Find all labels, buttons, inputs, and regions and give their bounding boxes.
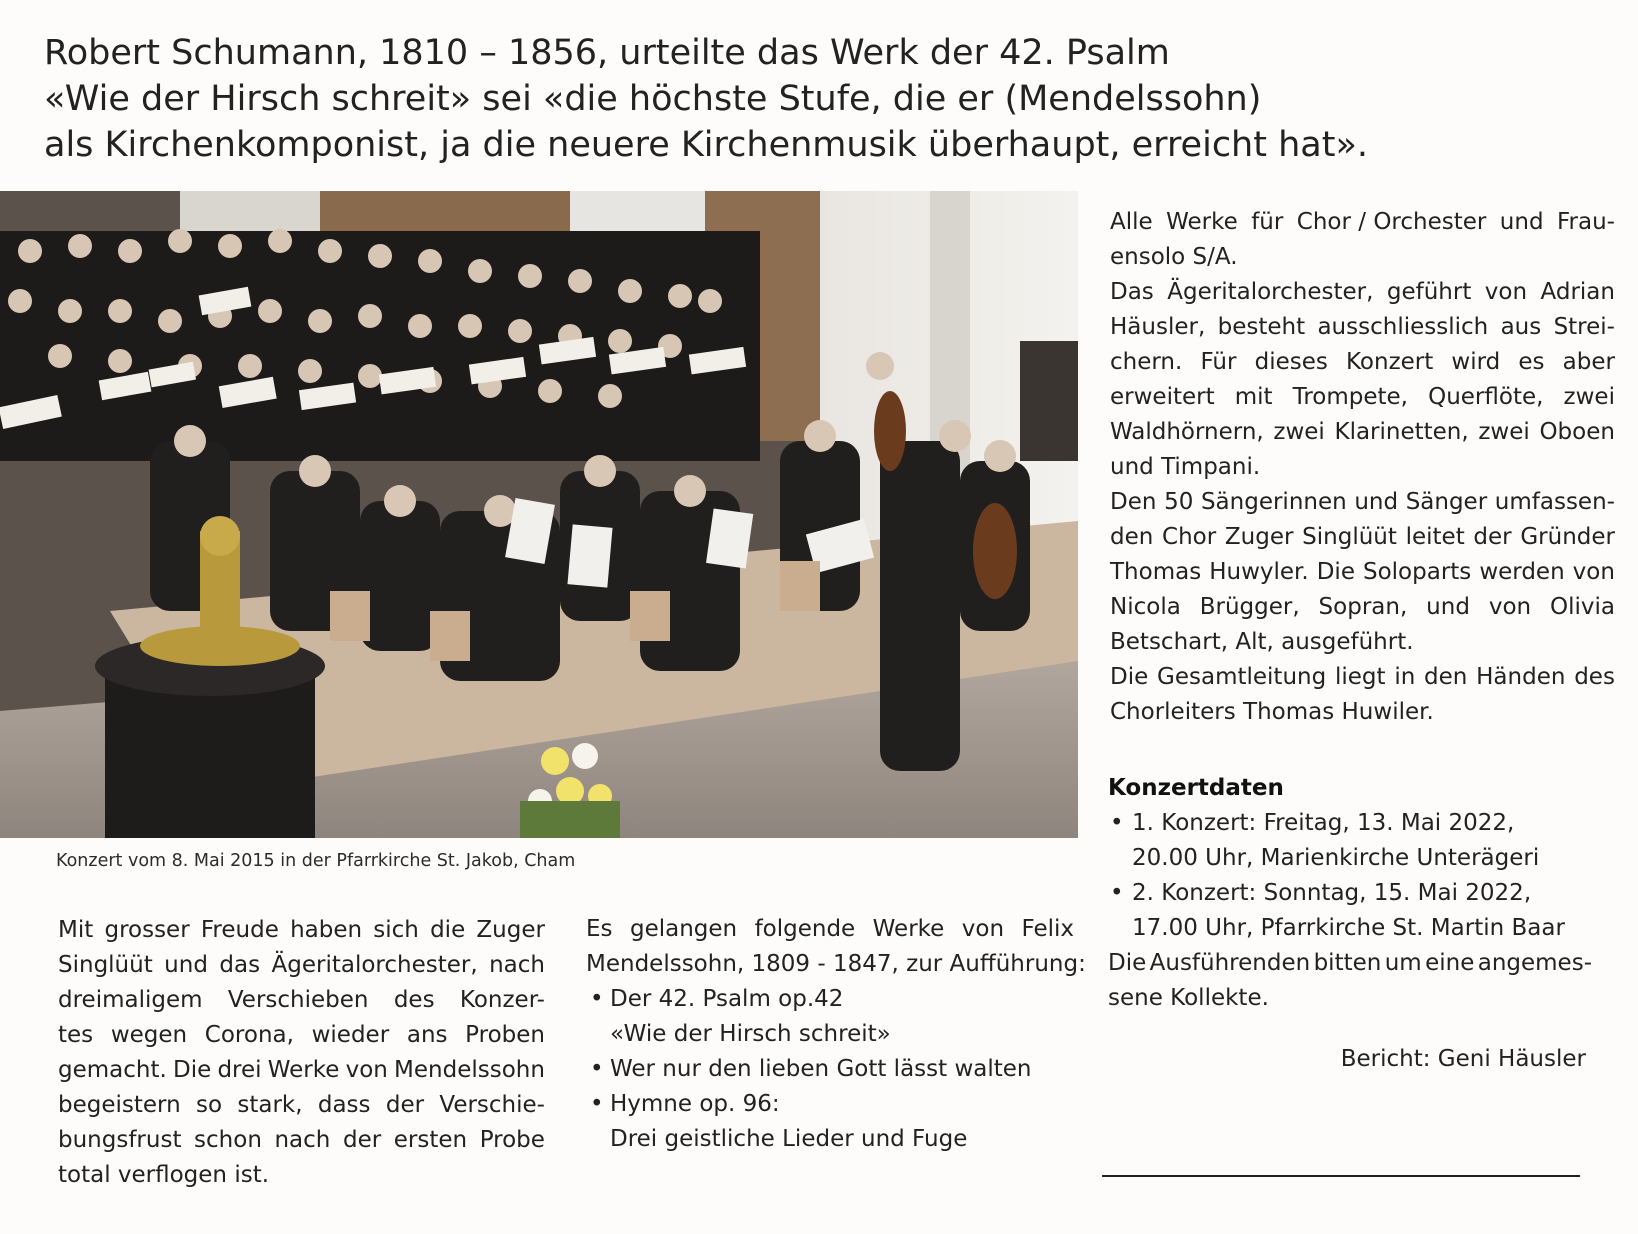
word: besteht xyxy=(1217,314,1306,340)
word: Häusler, xyxy=(1110,314,1206,340)
paragraph-line xyxy=(1110,660,1615,695)
word: Soloparts xyxy=(1363,559,1472,585)
word: Werke xyxy=(267,1057,340,1083)
word: ans xyxy=(406,1022,448,1048)
concert-photo xyxy=(0,191,1078,838)
word: und xyxy=(164,952,208,978)
word: um xyxy=(1384,950,1422,976)
paragraph-line xyxy=(58,913,545,948)
word: Konzer- xyxy=(459,987,545,1013)
collection-note-line: sene Kollekte. xyxy=(1108,985,1269,1011)
lead-line: «Wie der Hirsch schreit» sei «die höchste Stufe, die er (Mendelssohn) xyxy=(44,79,1262,119)
word: liegt xyxy=(1334,664,1386,690)
works-column xyxy=(586,912,1086,1157)
word: Verschie- xyxy=(439,1092,545,1118)
word: in xyxy=(1394,664,1416,690)
report-author: Bericht: Geni Häusler xyxy=(1340,1046,1586,1072)
word: es xyxy=(1518,349,1545,375)
word: Alle xyxy=(1110,209,1153,235)
works-intro-line xyxy=(586,912,1074,947)
paragraph-line xyxy=(1110,310,1615,345)
word: Adrian xyxy=(1540,279,1615,305)
word: Mit xyxy=(58,917,94,943)
word: stark, xyxy=(237,1092,303,1118)
word: von xyxy=(1572,559,1615,585)
word: so xyxy=(195,1092,223,1118)
paragraph-line: ensolo S/A. xyxy=(1110,244,1238,270)
word: Huwyler. xyxy=(1209,559,1309,585)
word: Nicola xyxy=(1110,594,1181,620)
word: tes xyxy=(58,1022,94,1048)
lead-line: Robert Schumann, 1810 – 1856, urteilte das Werk der 42. Psalm xyxy=(44,33,1170,73)
word: zwei xyxy=(1273,419,1325,445)
paragraph-line xyxy=(58,948,545,983)
word: des xyxy=(1574,664,1615,690)
word: und xyxy=(1354,489,1399,515)
word: 50 xyxy=(1164,489,1194,515)
word: Das xyxy=(1110,279,1154,305)
word: und xyxy=(1426,594,1470,620)
intro-paragraph xyxy=(58,913,545,1193)
paragraph-line xyxy=(58,1088,545,1123)
word: Gesamtleitung xyxy=(1157,664,1327,690)
works-intro-line: Mendelssohn, 1809 - 1847, zur Aufführung: xyxy=(586,951,1086,977)
word: werden xyxy=(1479,559,1565,585)
word: gelangen xyxy=(629,916,738,942)
word: für xyxy=(1251,209,1284,235)
word: geführt xyxy=(1386,279,1472,305)
word: Die xyxy=(1108,950,1147,976)
paragraph-line: total verflogen ist. xyxy=(58,1162,270,1188)
word: begeistern xyxy=(58,1092,181,1118)
paragraph-line xyxy=(1110,415,1615,450)
word: Singlüüt xyxy=(1302,524,1397,550)
word: Ägeritalorchester, xyxy=(1167,279,1374,305)
word: Die xyxy=(1110,664,1149,690)
paragraph-line xyxy=(1110,275,1615,310)
word: das xyxy=(219,952,261,978)
word: aus xyxy=(1500,314,1542,340)
word: chern. xyxy=(1110,349,1183,375)
paragraph-line xyxy=(58,983,545,1018)
work-item-detail: «Wie der Hirsch schreit» xyxy=(610,1021,891,1047)
word: wegen xyxy=(110,1022,188,1048)
concert-date-item: • 1. Konzert: Freitag, 13. Mai 2022, xyxy=(1108,806,1618,841)
concert-dates xyxy=(1108,771,1618,1016)
word: Frau- xyxy=(1557,209,1615,235)
word: bungsfrust xyxy=(58,1127,182,1153)
word: erweitert xyxy=(1110,384,1215,410)
paragraph-line xyxy=(58,1018,545,1053)
word: Felix xyxy=(1021,916,1074,942)
word: bitten xyxy=(1313,950,1382,976)
word: Oboen xyxy=(1539,419,1615,445)
word: und xyxy=(1499,209,1544,235)
word: dass xyxy=(317,1092,371,1118)
paragraph-line xyxy=(1110,520,1615,555)
word: Thomas xyxy=(1110,559,1202,585)
word: sich xyxy=(373,917,419,943)
word: des xyxy=(393,987,435,1013)
word: Verschieben xyxy=(227,987,369,1013)
word: mit xyxy=(1234,384,1273,410)
paragraph-line xyxy=(1110,380,1615,415)
word: Mendelssohn xyxy=(394,1057,545,1083)
word: ersten xyxy=(393,1127,468,1153)
word: die xyxy=(430,917,466,943)
word: Trompete, xyxy=(1292,384,1408,410)
word: Sopran, xyxy=(1318,594,1408,620)
word: dieses xyxy=(1254,349,1328,375)
word: Die xyxy=(1316,559,1355,585)
word: Brügger, xyxy=(1199,594,1300,620)
word: Chor / Orchester xyxy=(1296,209,1487,235)
word: Ausführenden xyxy=(1149,950,1311,976)
concert-date-item: • 2. Konzert: Sonntag, 15. Mai 2022, xyxy=(1108,876,1618,911)
word: von xyxy=(1488,594,1532,620)
paragraph-line: und Timpani. xyxy=(1110,454,1261,480)
word: Waldhörnern, xyxy=(1110,419,1264,445)
paragraph-line xyxy=(1110,345,1615,380)
word: zwei xyxy=(1563,384,1615,410)
paragraph-line xyxy=(58,1123,545,1158)
word: Konzert xyxy=(1345,349,1434,375)
word: Werke xyxy=(1166,209,1238,235)
word: Strei- xyxy=(1553,314,1615,340)
paragraph-line: Chorleiters Thomas Huwiler. xyxy=(1110,699,1434,725)
word: Freude xyxy=(200,917,279,943)
word: Corona, xyxy=(204,1022,294,1048)
word: Sängerinnen xyxy=(1200,489,1347,515)
word: Probe xyxy=(479,1127,545,1153)
word: Zuger xyxy=(1224,524,1294,550)
word: nach xyxy=(274,1127,331,1153)
work-item: • Wer nur den lieben Gott lässt walten xyxy=(586,1052,1074,1087)
word: Es xyxy=(586,916,613,942)
work-item-detail: Drei geistliche Lieder und Fuge xyxy=(610,1126,968,1152)
word: Chor xyxy=(1162,524,1217,550)
word: schon xyxy=(194,1127,262,1153)
word: nach xyxy=(489,952,545,978)
word: den xyxy=(1110,524,1154,550)
word: Ägeritalorchester, xyxy=(271,952,478,978)
concert-date-detail: 20.00 Uhr, Marienkirche Unterägeri xyxy=(1132,845,1540,871)
word: Sänger xyxy=(1405,489,1488,515)
word: umfassen- xyxy=(1494,489,1615,515)
word: haben xyxy=(290,917,363,943)
word: grosser xyxy=(104,917,190,943)
word: angemes- xyxy=(1477,950,1592,976)
orchestra-paragraph xyxy=(1110,205,1615,730)
concert-dates-heading: Konzertdaten xyxy=(1108,775,1284,801)
lead-quote xyxy=(44,30,1464,168)
word: Proben xyxy=(465,1022,545,1048)
word: folgende xyxy=(754,916,856,942)
divider-rule xyxy=(1102,1175,1580,1177)
concert-date-detail: 17.00 Uhr, Pfarrkirche St. Martin Baar xyxy=(1132,915,1565,941)
word: drei xyxy=(217,1057,262,1083)
word: eine xyxy=(1425,950,1475,976)
word: wird xyxy=(1451,349,1501,375)
collection-note-line xyxy=(1108,946,1592,981)
word: der xyxy=(342,1127,382,1153)
word: der xyxy=(385,1092,425,1118)
word: der xyxy=(1473,524,1512,550)
paragraph-line: Betschart, Alt, ausgeführt. xyxy=(1110,629,1414,655)
word: Für xyxy=(1200,349,1237,375)
word: von xyxy=(1484,279,1528,305)
paragraph-line xyxy=(58,1053,545,1088)
work-item: • Der 42. Psalm op.42 xyxy=(586,982,1074,1017)
paragraph-line xyxy=(1110,555,1615,590)
word: Händen xyxy=(1476,664,1566,690)
paragraph-line xyxy=(1110,590,1615,625)
word: den xyxy=(1424,664,1468,690)
word: Die xyxy=(173,1057,212,1083)
lead-line: als Kirchenkomponist, ja die neuere Kirchenmusik überhaupt, erreicht hat». xyxy=(44,125,1368,165)
word: Singlüüt xyxy=(58,952,153,978)
word: Zuger xyxy=(476,917,545,943)
word: zwei xyxy=(1478,419,1530,445)
word: Gründer xyxy=(1520,524,1615,550)
work-item: • Hymne op. 96: xyxy=(586,1087,1074,1122)
word: von xyxy=(961,916,1005,942)
word: wieder xyxy=(311,1022,390,1048)
word: Querflöte, xyxy=(1428,384,1544,410)
paragraph-line xyxy=(1110,485,1615,520)
word: aber xyxy=(1562,349,1615,375)
word: Klarinetten, xyxy=(1334,419,1469,445)
word: ausschliesslich xyxy=(1317,314,1489,340)
word: von xyxy=(345,1057,388,1083)
word: gemacht. xyxy=(58,1057,167,1083)
photo-caption: Konzert vom 8. Mai 2015 in der Pfarrkirche St. Jakob, Cham xyxy=(56,851,576,871)
word: Den xyxy=(1110,489,1157,515)
word: Olivia xyxy=(1550,594,1615,620)
word: Werke xyxy=(872,916,945,942)
word: dreimaligem xyxy=(58,987,203,1013)
paragraph-line xyxy=(1110,205,1615,240)
word: leitet xyxy=(1405,524,1465,550)
